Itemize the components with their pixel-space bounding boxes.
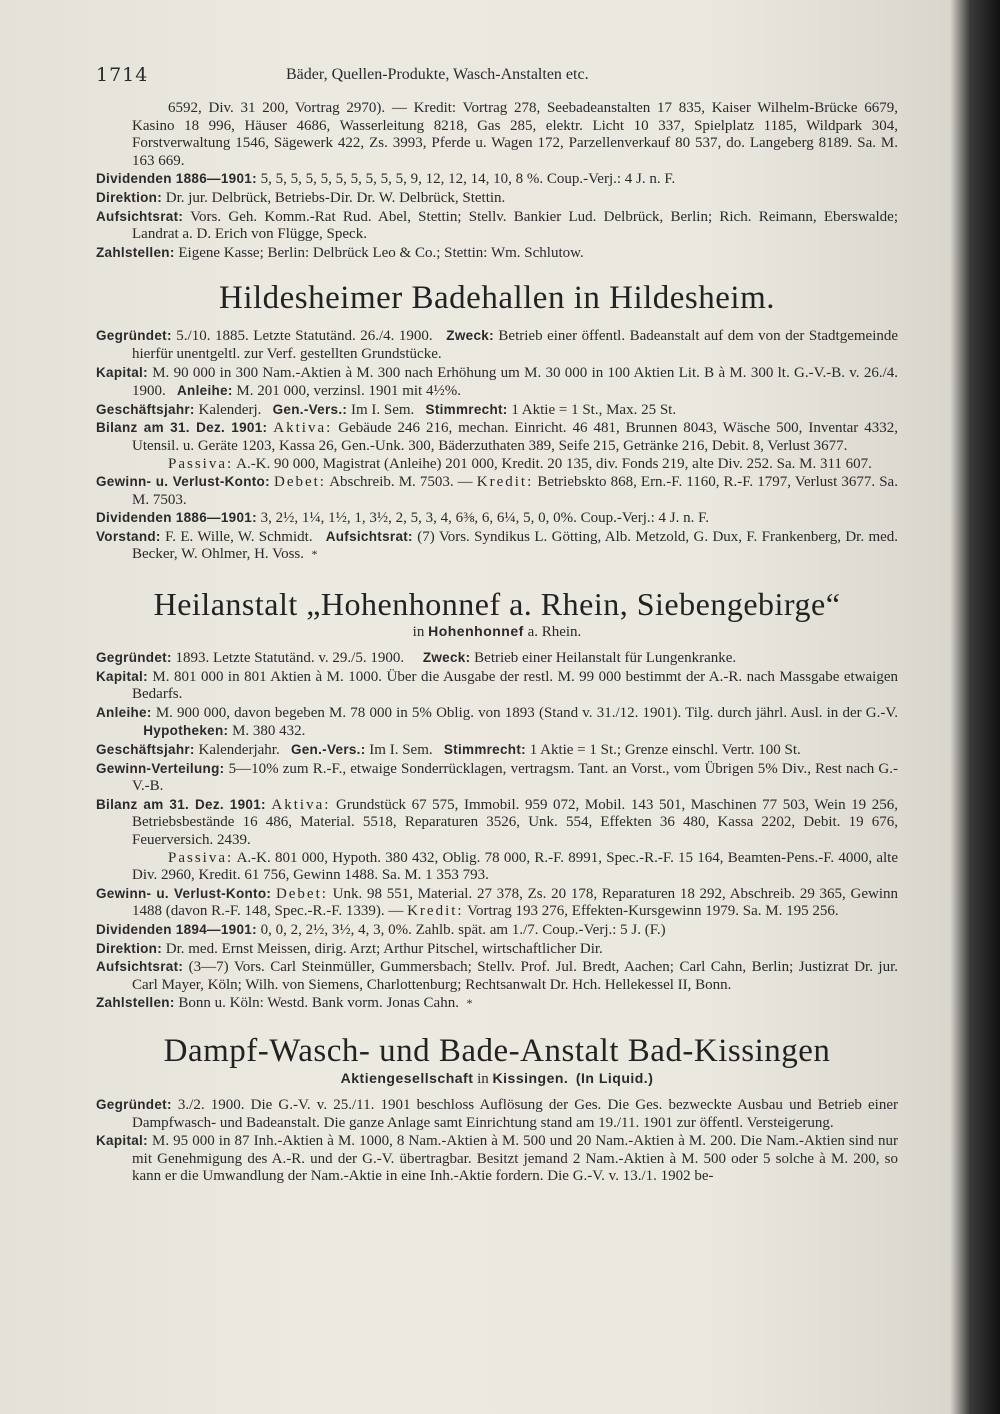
field-value: 3, 2½, 1¼, 1½, 1, 3½, 2, 5, 3, 4, 6⅜, 6, 6¼, 5, 0, 0%. Coup.-Verj.: 4 J. n. F. [260, 510, 710, 527]
founded-entry [96, 1096, 898, 1132]
field-value: M. 90 000 in 300 Nam.-Aktien à M. 300 nach Erhöhung um M. 30 000 in 100 Aktien Lit. B à M. 300 lt. G.-V.-B. v. 26./4. 1900. [132, 364, 899, 400]
field-label: Geschäftsjahr: [96, 401, 195, 417]
field-label: Zahlstellen: [96, 244, 175, 260]
board-entry [96, 958, 898, 994]
section-title-bad-kissingen: Dampf-Wasch- und Bade-Anstalt Bad-Kissingen [163, 1032, 831, 1069]
field-label: Aufsichtsrat: [325, 528, 413, 544]
section-subtitle [96, 1070, 898, 1088]
capital-entry [96, 364, 898, 401]
fiscal-year-entry [96, 741, 898, 760]
founded-entry [96, 649, 898, 668]
field-label: Kapital: [96, 1133, 148, 1149]
page-number: 1714 [96, 64, 149, 86]
board-entry [96, 208, 898, 244]
field-label: Zahlstellen: [96, 995, 175, 1011]
field-value: (3—7) Vors. Carl Steinmüller, Gummersbach; Stellv. Prof. Jul. Bredt, Aachen; Carl Cahn, Berlin; Justizrat Dr. jur. Carl Mayer, Köln; Wilh. von Siemens, Charlottenburg; Rechtsanwalt Dr. Hch. Hellekessel II, Bonn. [132, 959, 898, 993]
dividend-entry [96, 170, 898, 189]
field-label: Direktion: [96, 189, 163, 205]
field-value: M. 95 000 in 87 Inh.-Aktien à M. 1000, 8 Nam.-Aktien à M. 500 und 20 Nam.-Aktien à M. 200. Die Nam.-Aktien sind nur mit Genehmigung des A.-R. und der G.-V. übertragbar. Besitzt jemand 2 Nam.-Aktien à M. 500 oder 5 solche à M. 200, so kann er die Umwandlung der Nam.-Aktie in eine Inh.-Aktie fordern. Die G.-V. v. 13./1. 1902 be- [132, 1133, 898, 1185]
field-label: Geschäftsjahr: [96, 742, 195, 758]
debit-label: Debet: [273, 474, 326, 491]
paying-agents-entry [96, 244, 898, 263]
debit-label: Debet: [275, 885, 328, 902]
fiscal-year-entry [96, 401, 898, 420]
section-title-hohenhonnef: Heilanstalt „Hohenhonnef a. Rhein, Siebengebirge“ [153, 586, 841, 623]
field-label: Kapital: [96, 364, 148, 380]
field-value: Abschreib. M. 7503. — [329, 474, 473, 491]
liabilities-entry [96, 850, 898, 885]
field-value: 5, 5, 5, 5, 5, 5, 5, 5, 5, 5, 9, 12, 12, 14, 10, 8 %. Coup.-Verj.: 4 J. n. F. [260, 171, 676, 188]
page-body [96, 100, 898, 1186]
field-label: Vorstand: [96, 528, 161, 544]
credit-label: Kredit: [476, 474, 534, 491]
subtitle-place: Hohenhonnef [428, 623, 524, 640]
dividend-entry [96, 509, 898, 528]
capital-entry [96, 668, 898, 704]
field-value: Dr. jur. Delbrück, Betriebs-Dir. Dr. W. Delbrück, Stettin. [165, 189, 506, 206]
field-label: Anleihe: [177, 383, 233, 399]
liabilities-label: Passiva: [168, 455, 234, 472]
field-label: Bilanz am 31. Dez. 1901: [96, 796, 266, 812]
field-label: Dividenden 1886—1901: [96, 510, 257, 526]
field-label: Stimmrecht: [425, 401, 508, 417]
liabilities-label: Passiva: [168, 849, 234, 866]
field-value: Kalenderjahr. [198, 742, 280, 759]
profit-loss-entry [96, 885, 898, 921]
field-value: 3./2. 1900. Die G.-V. v. 25./11. 1901 beschloss Auflösung der Ges. Die Ges. bezweckte Ausbau und Betrieb einer Dampfwasch- und Badeanstalt. Die ganze Anlage samt Einrichtung stand am 19./11. 1901 zur öffentl. Versteigerung. [132, 1096, 899, 1131]
field-label: Direktion: [96, 940, 163, 956]
field-label: Gewinn-Verteilung: [96, 760, 225, 776]
field-label: Gegründet: [96, 1096, 172, 1112]
field-value: A.-K. 801 000, Hypoth. 380 432, Oblig. 78 000, R.-F. 8991, Spec.-R.-F. 15 164, Beamten-Pens.-F. 4000, alte Div. 2960, Kredit. 61 756, Gewinn 1488. Sa. M. 1 353 793. [132, 849, 898, 884]
balance-entry [96, 419, 898, 455]
assets-label: Aktiva: [271, 796, 331, 813]
field-label: Aufsichtsrat: [96, 208, 184, 224]
liabilities-entry [96, 456, 898, 474]
field-value: A.-K. 90 000, Magistrat (Anleihe) 201 000, Kredit. 20 135, div. Fonds 219, alte Div. 252. Sa. M. 311 607. [236, 455, 872, 472]
field-label: Zweck: [422, 650, 471, 666]
field-value: Vors. Geh. Komm.-Rat Rud. Abel, Stettin; Stellv. Bankier Lud. Delbrück, Berlin; Rich. Reimann, Eberswalde; Landrat a. D. Erich von Flügge, Speck. [132, 208, 899, 243]
field-label: Gegründet: [96, 650, 172, 666]
balance-entry [96, 796, 898, 850]
field-value: Vortrag 193 276, Effekten-Kursgewinn 1979. Sa. M. 195 256. [467, 903, 839, 920]
assets-label: Aktiva: [273, 420, 333, 437]
profit-distribution-entry [96, 760, 898, 796]
paying-agents-entry [96, 994, 898, 1013]
continued-paragraph: 6592, Div. 31 200, Vortrag 2970). — Kredit: Vortrag 278, Seebadeanstalten 17 835, Kaiser Wilhelm-Brücke 6679, Kasino 18 996, Häuser 4686, Wasserleitung 8218, Gas 285, elektr. Licht 10 337, Spielplatz 1185, Wildpark 304, Forstverwaltung 1546, Sägewerk 422, Zs. 3993, Pferde u. Wagen 172, Parzellenverkauf 80 537, do. Langeberg 8189. Sa. M. 163 669. [132, 100, 898, 169]
field-value: Im I. Sem. [350, 401, 415, 418]
board-entry [96, 528, 898, 564]
field-value: Dr. med. Ernst Meissen, dirig. Arzt; Arthur Pitschel, wirtschaftlicher Dir. [165, 940, 603, 957]
capital-entry [96, 1132, 898, 1186]
field-value: Grundstück 67 575, Immobil. 959 072, Mobil. 143 501, Maschinen 77 503, Wein 19 256, Betriebsbestände 16 486, Material. 5518, Reparaturen 3526, Unk. 554, Effekten 36 480, Kassa 2202, Debit. 19 676, Feuerversich. 2439. [132, 796, 898, 848]
field-label: Stimmrecht: [443, 742, 526, 758]
field-value: M. 900 000, davon begeben M. 78 000 in 5% Oblig. von 1893 (Stand v. 31./12. 1901). Tilg. durch jährl. Ausl. in der G.-V. [155, 704, 898, 721]
field-value: Unk. 98 551, Material. 27 378, Zs. 20 178, Reparaturen 18 292, Abschreib. 29 365, Gewinn 1488 (davon R.-F. 148, Spec.-R.-F. 1339). — [132, 885, 899, 920]
field-label: Kapital: [96, 668, 148, 684]
subtitle-company-type: Aktiengesellschaft [340, 1069, 474, 1086]
field-value: M. 801 000 in 801 Aktien à M. 1000. Über die Ausgabe der restl. M. 99 000 bestimmt der A.-R. nach Massgabe etwaigen Bedarfs. [132, 668, 898, 703]
running-header [96, 64, 896, 88]
dividend-entry [96, 921, 898, 940]
field-value: Kalenderj. [198, 401, 262, 418]
field-value: (7) Vors. Syndikus L. Götting, Alb. Metzold, G. Dux, F. Frankenberg, Dr. med. Becker, W. Ohlmer, H. Voss. [132, 528, 899, 563]
field-label: Dividenden 1894—1901: [96, 921, 257, 937]
field-value: M. 201 000, verzinsl. 1901 mit 4½%. [236, 383, 461, 400]
subtitle-place: Kissingen. [492, 1069, 569, 1086]
direction-entry [96, 189, 898, 208]
field-label: Gen.-Vers.: [272, 401, 348, 417]
field-value: 5—10% zum R.-F., etwaige Sonderrücklagen, vertragsm. Tant. an Vorst., vom Übrigen 5% Div., Rest nach G.-V.-B. [132, 760, 898, 795]
field-value: Im I. Sem. [369, 742, 433, 759]
field-label: Gen.-Vers.: [290, 742, 366, 758]
field-value: 5./10. 1885. Letzte Statutänd. 26./4. 1900. [176, 328, 433, 345]
subtitle-suffix: a. Rhein. [527, 624, 582, 641]
field-value: Bonn u. Köln: Westd. Bank vorm. Jonas Cahn. [178, 995, 459, 1012]
profit-loss-entry [96, 473, 898, 509]
field-value: Betrieb einer öffentl. Badeanstalt auf dem von der Stadtgemeinde hierfür unentgeltl. zur Verf. gestellten Grundstücke. [132, 328, 899, 362]
field-label: Hypotheken: [143, 723, 229, 739]
field-value: Gebäude 246 216, mechan. Einricht. 46 481, Brunnen 8043, Wäsche 500, Inventar 4332, Utensil. u. Geräte 1203, Kassa 26, Gen.-Unk. 300, Bäderzuthaten 389, Seife 215, Getränke 216, Debit. 8, Verlust 3677. [132, 420, 898, 454]
field-value: Betriebskto 868, Ern.-F. 1160, R.-F. 1797, Verlust 3677. Sa. M. 7503. [132, 474, 898, 508]
asterisk-mark: * [466, 996, 473, 1011]
asterisk-mark: * [311, 547, 318, 562]
field-label: Bilanz am 31. Dez. 1901: [96, 420, 268, 436]
loan-entry [96, 704, 898, 741]
field-value: Betrieb einer Heilanstalt für Lungenkranke. [474, 650, 737, 667]
field-label: Zweck: [446, 328, 494, 344]
field-label: Anleihe: [96, 704, 152, 720]
field-label: Gewinn- u. Verlust-Konto: [96, 474, 270, 490]
field-value: 1 Aktie = 1 St.; Grenze einschl. Vertr. 100 St. [529, 742, 801, 759]
running-title: Bäder, Quellen-Produkte, Wasch-Anstalten etc. [286, 66, 589, 83]
credit-label: Kredit: [407, 903, 464, 920]
field-value: Eigene Kasse; Berlin: Delbrück Leo & Co.; Stettin: Wm. Schlutow. [178, 244, 584, 261]
field-label: Dividenden 1886—1901: [96, 171, 257, 187]
section-title-hildesheim: Hildesheimer Badehallen in Hildesheim. [218, 280, 776, 317]
subtitle-liquidation: (In Liquid.) [575, 1069, 654, 1086]
section-subtitle [96, 623, 898, 641]
field-label: Gewinn- u. Verlust-Konto: [96, 885, 272, 901]
field-value: 1893. Letzte Statutänd. v. 29./5. 1900. [175, 650, 405, 667]
founded-entry [96, 327, 898, 363]
field-label: Gegründet: [96, 328, 172, 344]
field-value: M. 380 432. [232, 723, 306, 740]
subtitle-prefix: in [477, 1070, 489, 1087]
field-label: Aufsichtsrat: [96, 959, 184, 975]
field-value: 1 Aktie = 1 St., Max. 25 St. [511, 401, 677, 418]
direction-entry [96, 940, 898, 959]
field-value: 0, 0, 2, 2½, 3½, 4, 3, 0%. Zahlb. spät. am 1./7. Coup.-Verj.: 5 J. (F.) [260, 921, 666, 938]
field-value: F. E. Wille, W. Schmidt. [165, 528, 313, 545]
subtitle-prefix: in [412, 624, 425, 641]
